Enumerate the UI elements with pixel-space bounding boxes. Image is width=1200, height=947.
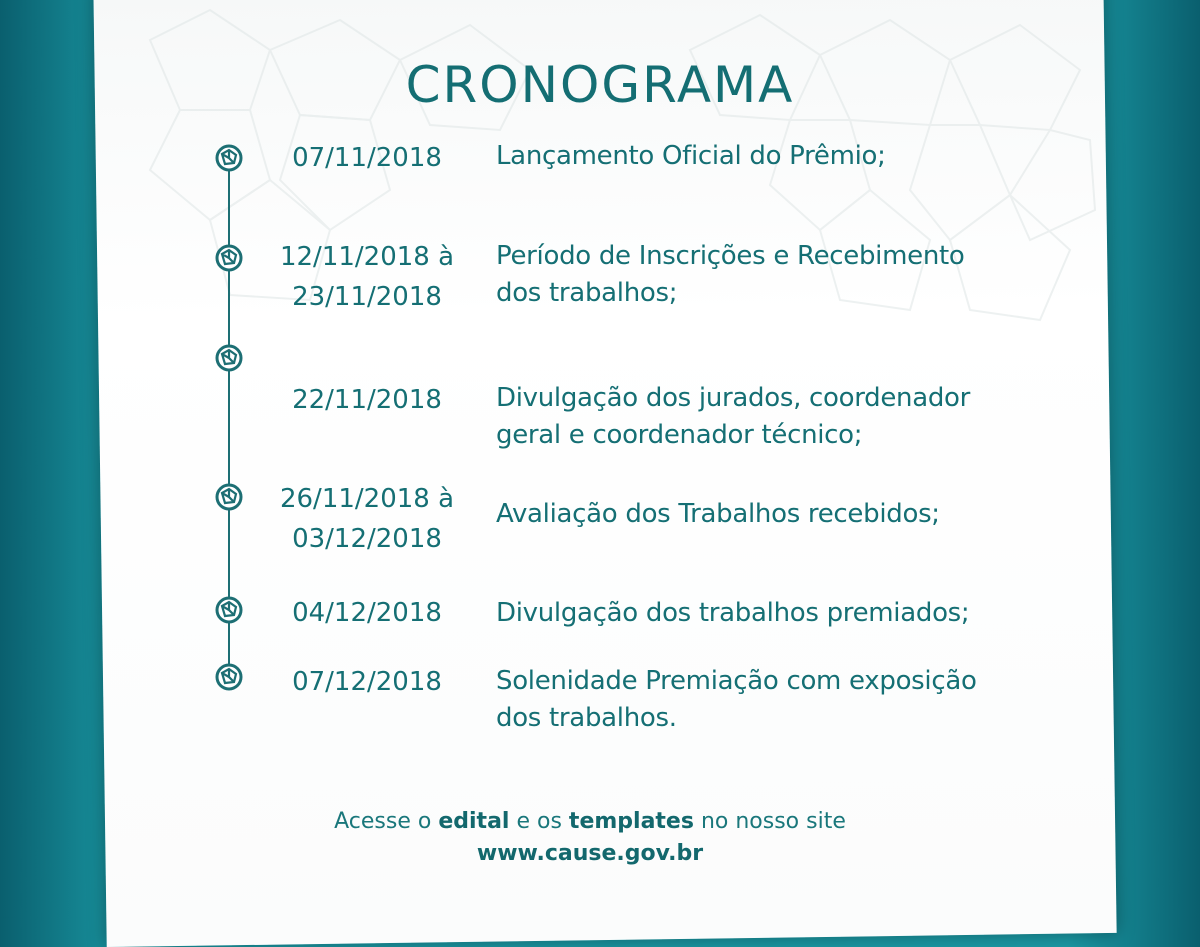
event-date: 04/12/2018 — [292, 598, 442, 628]
event-description: Divulgação dos trabalhos premiados; — [496, 598, 970, 628]
event-description: Lançamento Oficial do Prêmio; — [496, 141, 886, 171]
site-url: www.cause.gov.br — [476, 841, 704, 866]
event-date: 26/11/2018 à 03/12/2018 — [279, 484, 455, 554]
event-description: Avaliação dos Trabalhos recebidos; — [496, 499, 940, 529]
timeline-bullet-icon — [213, 242, 245, 274]
footer-edital: edital — [438, 809, 510, 834]
timeline-bullet-icon — [213, 142, 245, 174]
timeline-bullet-icon — [213, 661, 245, 693]
footer — [0, 806, 1180, 870]
event-date: 07/12/2018 — [292, 667, 442, 697]
timeline-bullet-icon — [213, 594, 245, 626]
event-description: Divulgação dos jurados, coordenador geral e coordenador técnico; — [496, 383, 971, 450]
footer-mid: e os — [516, 809, 562, 834]
footer-suffix: no nosso site — [700, 809, 846, 834]
footer-templates: templates — [568, 809, 694, 834]
event-description: Solenidade Premiação com exposição dos trabalhos. — [496, 666, 977, 733]
footer-line — [0, 806, 1180, 838]
event-description: Período de Inscrições e Recebimento dos trabalhos; — [496, 241, 965, 308]
page-title: CRONOGRAMA — [405, 56, 795, 114]
event-date: 12/11/2018 à 23/11/2018 — [279, 242, 455, 312]
timeline-bullet-icon — [213, 342, 245, 374]
timeline-bullet-icon — [213, 481, 245, 513]
event-date: 22/11/2018 — [292, 385, 442, 415]
event-date: 07/11/2018 — [292, 143, 442, 173]
footer-prefix: Acesse o — [334, 809, 432, 834]
